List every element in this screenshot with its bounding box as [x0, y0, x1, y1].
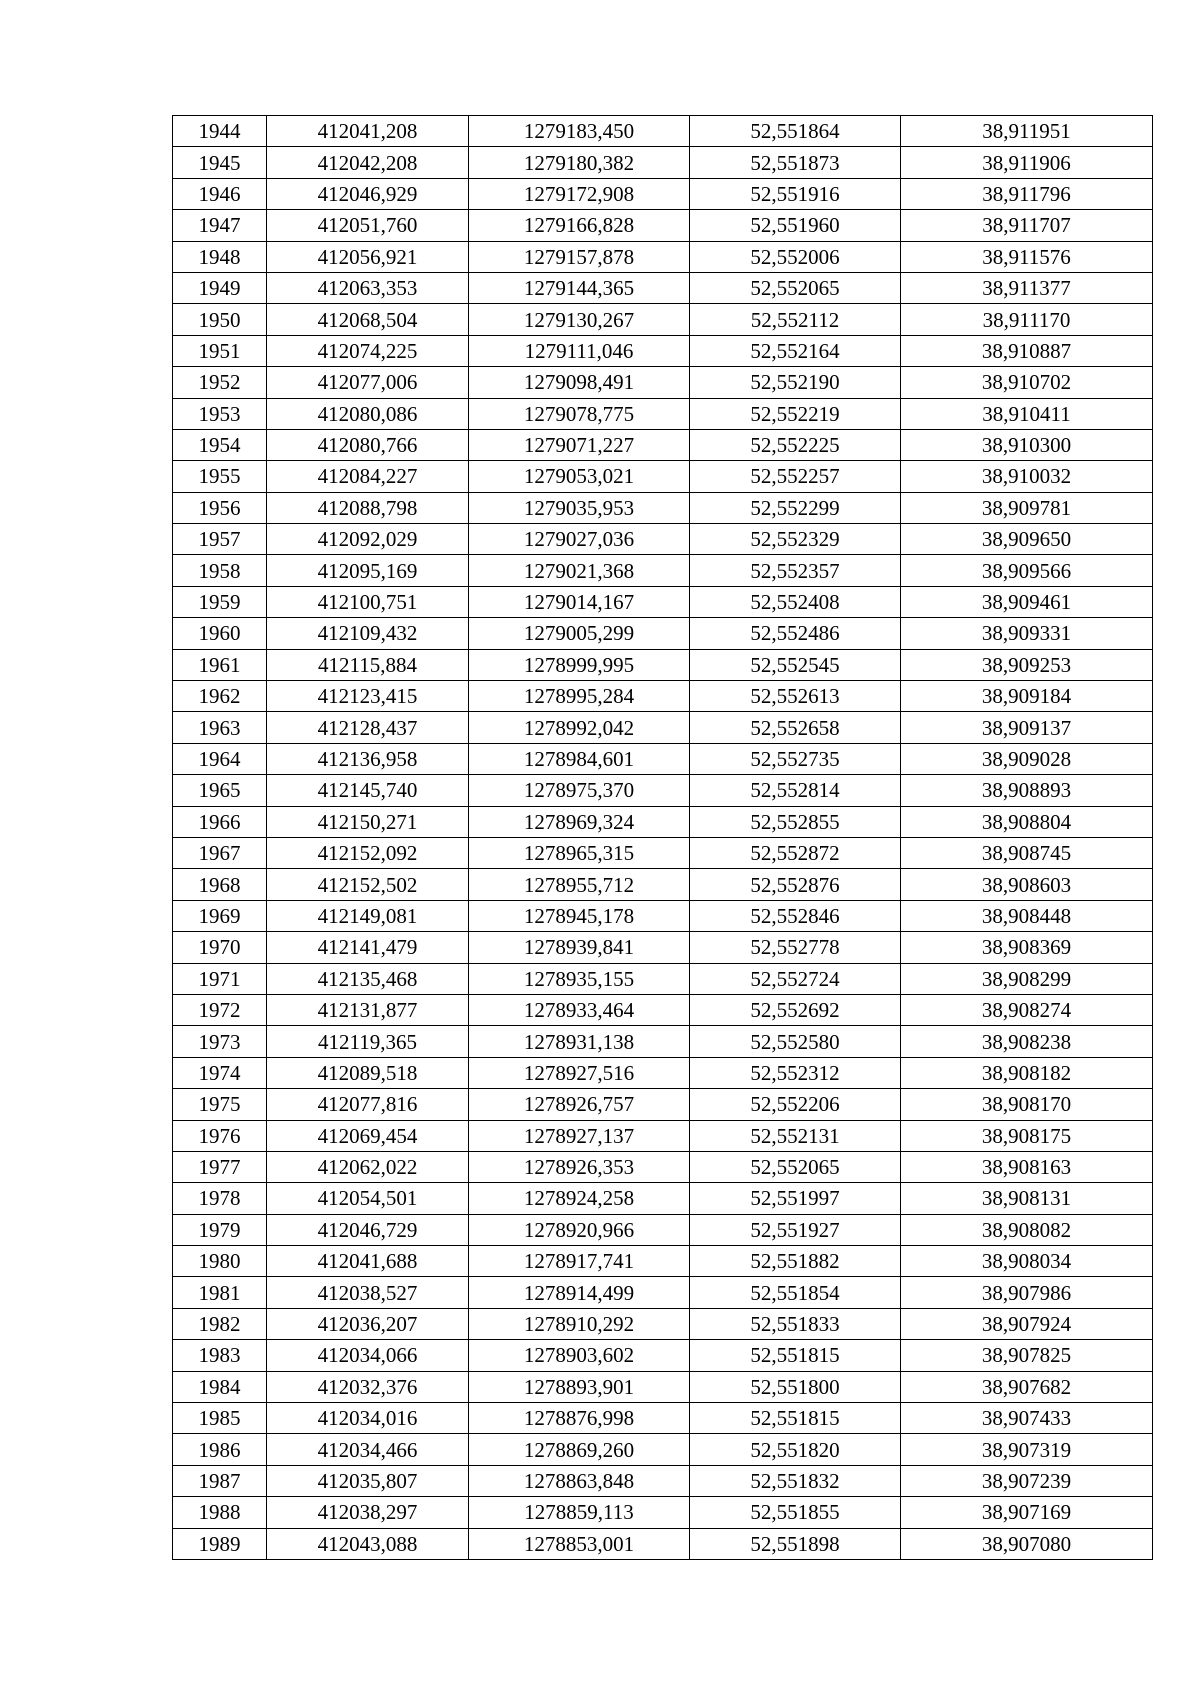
x-coordinate-cell: 412038,297 — [267, 1497, 469, 1528]
y-coordinate-cell: 1278935,155 — [469, 963, 690, 994]
latitude-cell: 52,552219 — [690, 398, 901, 429]
point-number-cell: 1975 — [173, 1089, 267, 1120]
latitude-cell: 52,552876 — [690, 869, 901, 900]
point-number-cell: 1948 — [173, 241, 267, 272]
longitude-cell: 38,907924 — [901, 1308, 1153, 1339]
x-coordinate-cell: 412109,432 — [267, 618, 469, 649]
longitude-cell: 38,908274 — [901, 994, 1153, 1025]
x-coordinate-cell: 412054,501 — [267, 1183, 469, 1214]
coordinates-table-body — [173, 116, 1153, 1560]
table-row — [173, 900, 1153, 931]
x-coordinate-cell: 412056,921 — [267, 241, 469, 272]
y-coordinate-cell: 1278920,966 — [469, 1214, 690, 1245]
latitude-cell: 52,552735 — [690, 743, 901, 774]
table-row — [173, 304, 1153, 335]
longitude-cell: 38,909650 — [901, 524, 1153, 555]
x-coordinate-cell: 412069,454 — [267, 1120, 469, 1151]
longitude-cell: 38,909253 — [901, 649, 1153, 680]
latitude-cell: 52,551960 — [690, 210, 901, 241]
longitude-cell: 38,909781 — [901, 492, 1153, 523]
table-row — [173, 1089, 1153, 1120]
y-coordinate-cell: 1278924,258 — [469, 1183, 690, 1214]
coordinates-table — [172, 115, 1153, 1560]
latitude-cell: 52,551927 — [690, 1214, 901, 1245]
point-number-cell: 1958 — [173, 555, 267, 586]
table-row — [173, 147, 1153, 178]
latitude-cell: 52,552312 — [690, 1057, 901, 1088]
x-coordinate-cell: 412141,479 — [267, 932, 469, 963]
latitude-cell: 52,552872 — [690, 837, 901, 868]
point-number-cell: 1978 — [173, 1183, 267, 1214]
latitude-cell: 52,552131 — [690, 1120, 901, 1151]
longitude-cell: 38,908170 — [901, 1089, 1153, 1120]
x-coordinate-cell: 412145,740 — [267, 775, 469, 806]
x-coordinate-cell: 412034,466 — [267, 1434, 469, 1465]
point-number-cell: 1945 — [173, 147, 267, 178]
y-coordinate-cell: 1278926,353 — [469, 1151, 690, 1182]
point-number-cell: 1964 — [173, 743, 267, 774]
x-coordinate-cell: 412035,807 — [267, 1465, 469, 1496]
point-number-cell: 1956 — [173, 492, 267, 523]
point-number-cell: 1963 — [173, 712, 267, 743]
x-coordinate-cell: 412080,766 — [267, 429, 469, 460]
x-coordinate-cell: 412042,208 — [267, 147, 469, 178]
latitude-cell: 52,552486 — [690, 618, 901, 649]
point-number-cell: 1955 — [173, 461, 267, 492]
longitude-cell: 38,911170 — [901, 304, 1153, 335]
latitude-cell: 52,552408 — [690, 586, 901, 617]
x-coordinate-cell: 412150,271 — [267, 806, 469, 837]
y-coordinate-cell: 1279053,021 — [469, 461, 690, 492]
longitude-cell: 38,910032 — [901, 461, 1153, 492]
table-row — [173, 1434, 1153, 1465]
point-number-cell: 1984 — [173, 1371, 267, 1402]
point-number-cell: 1973 — [173, 1026, 267, 1057]
longitude-cell: 38,910411 — [901, 398, 1153, 429]
latitude-cell: 52,552357 — [690, 555, 901, 586]
longitude-cell: 38,907319 — [901, 1434, 1153, 1465]
table-row — [173, 1026, 1153, 1057]
x-coordinate-cell: 412041,208 — [267, 116, 469, 147]
y-coordinate-cell: 1279027,036 — [469, 524, 690, 555]
table-row — [173, 806, 1153, 837]
table-row — [173, 335, 1153, 366]
x-coordinate-cell: 412084,227 — [267, 461, 469, 492]
table-row — [173, 210, 1153, 241]
latitude-cell: 52,552225 — [690, 429, 901, 460]
point-number-cell: 1947 — [173, 210, 267, 241]
y-coordinate-cell: 1278853,001 — [469, 1528, 690, 1559]
x-coordinate-cell: 412131,877 — [267, 994, 469, 1025]
y-coordinate-cell: 1278975,370 — [469, 775, 690, 806]
x-coordinate-cell: 412034,066 — [267, 1340, 469, 1371]
y-coordinate-cell: 1278893,901 — [469, 1371, 690, 1402]
longitude-cell: 38,911707 — [901, 210, 1153, 241]
point-number-cell: 1952 — [173, 367, 267, 398]
table-row — [173, 1057, 1153, 1088]
longitude-cell: 38,908369 — [901, 932, 1153, 963]
x-coordinate-cell: 412038,527 — [267, 1277, 469, 1308]
table-row — [173, 1151, 1153, 1182]
x-coordinate-cell: 412100,751 — [267, 586, 469, 617]
y-coordinate-cell: 1279172,908 — [469, 178, 690, 209]
y-coordinate-cell: 1279035,953 — [469, 492, 690, 523]
latitude-cell: 52,552164 — [690, 335, 901, 366]
x-coordinate-cell: 412051,760 — [267, 210, 469, 241]
table-row — [173, 116, 1153, 147]
longitude-cell: 38,908034 — [901, 1246, 1153, 1277]
y-coordinate-cell: 1278859,113 — [469, 1497, 690, 1528]
x-coordinate-cell: 412062,022 — [267, 1151, 469, 1182]
point-number-cell: 1944 — [173, 116, 267, 147]
longitude-cell: 38,908804 — [901, 806, 1153, 837]
table-row — [173, 1214, 1153, 1245]
point-number-cell: 1950 — [173, 304, 267, 335]
x-coordinate-cell: 412077,816 — [267, 1089, 469, 1120]
latitude-cell: 52,551864 — [690, 116, 901, 147]
point-number-cell: 1960 — [173, 618, 267, 649]
longitude-cell: 38,908299 — [901, 963, 1153, 994]
longitude-cell: 38,908603 — [901, 869, 1153, 900]
x-coordinate-cell: 412089,518 — [267, 1057, 469, 1088]
longitude-cell: 38,911906 — [901, 147, 1153, 178]
y-coordinate-cell: 1278965,315 — [469, 837, 690, 868]
y-coordinate-cell: 1279071,227 — [469, 429, 690, 460]
latitude-cell: 52,551854 — [690, 1277, 901, 1308]
longitude-cell: 38,908131 — [901, 1183, 1153, 1214]
table-row — [173, 461, 1153, 492]
table-row — [173, 1371, 1153, 1402]
y-coordinate-cell: 1279021,368 — [469, 555, 690, 586]
latitude-cell: 52,552846 — [690, 900, 901, 931]
x-coordinate-cell: 412088,798 — [267, 492, 469, 523]
y-coordinate-cell: 1278999,995 — [469, 649, 690, 680]
longitude-cell: 38,908448 — [901, 900, 1153, 931]
point-number-cell: 1988 — [173, 1497, 267, 1528]
point-number-cell: 1972 — [173, 994, 267, 1025]
latitude-cell: 52,552112 — [690, 304, 901, 335]
y-coordinate-cell: 1279111,046 — [469, 335, 690, 366]
table-row — [173, 1120, 1153, 1151]
table-row — [173, 1246, 1153, 1277]
latitude-cell: 52,552329 — [690, 524, 901, 555]
x-coordinate-cell: 412077,006 — [267, 367, 469, 398]
latitude-cell: 52,552814 — [690, 775, 901, 806]
point-number-cell: 1979 — [173, 1214, 267, 1245]
point-number-cell: 1951 — [173, 335, 267, 366]
latitude-cell: 52,551855 — [690, 1497, 901, 1528]
table-row — [173, 524, 1153, 555]
x-coordinate-cell: 412128,437 — [267, 712, 469, 743]
latitude-cell: 52,552006 — [690, 241, 901, 272]
point-number-cell: 1971 — [173, 963, 267, 994]
table-row — [173, 272, 1153, 303]
longitude-cell: 38,907169 — [901, 1497, 1153, 1528]
longitude-cell: 38,907239 — [901, 1465, 1153, 1496]
point-number-cell: 1970 — [173, 932, 267, 963]
latitude-cell: 52,552206 — [690, 1089, 901, 1120]
y-coordinate-cell: 1278955,712 — [469, 869, 690, 900]
latitude-cell: 52,552613 — [690, 681, 901, 712]
table-row — [173, 1340, 1153, 1371]
point-number-cell: 1976 — [173, 1120, 267, 1151]
y-coordinate-cell: 1278931,138 — [469, 1026, 690, 1057]
longitude-cell: 38,908238 — [901, 1026, 1153, 1057]
longitude-cell: 38,908175 — [901, 1120, 1153, 1151]
table-row — [173, 1528, 1153, 1559]
latitude-cell: 52,552299 — [690, 492, 901, 523]
latitude-cell: 52,552580 — [690, 1026, 901, 1057]
y-coordinate-cell: 1279144,365 — [469, 272, 690, 303]
point-number-cell: 1946 — [173, 178, 267, 209]
latitude-cell: 52,552065 — [690, 1151, 901, 1182]
y-coordinate-cell: 1279098,491 — [469, 367, 690, 398]
table-row — [173, 1497, 1153, 1528]
longitude-cell: 38,908082 — [901, 1214, 1153, 1245]
y-coordinate-cell: 1278927,516 — [469, 1057, 690, 1088]
point-number-cell: 1969 — [173, 900, 267, 931]
x-coordinate-cell: 412119,365 — [267, 1026, 469, 1057]
y-coordinate-cell: 1278917,741 — [469, 1246, 690, 1277]
table-row — [173, 1183, 1153, 1214]
y-coordinate-cell: 1278927,137 — [469, 1120, 690, 1151]
table-row — [173, 963, 1153, 994]
table-row — [173, 649, 1153, 680]
longitude-cell: 38,908745 — [901, 837, 1153, 868]
latitude-cell: 52,552658 — [690, 712, 901, 743]
latitude-cell: 52,551997 — [690, 1183, 901, 1214]
latitude-cell: 52,551898 — [690, 1528, 901, 1559]
y-coordinate-cell: 1278869,260 — [469, 1434, 690, 1465]
table-row — [173, 775, 1153, 806]
y-coordinate-cell: 1279005,299 — [469, 618, 690, 649]
longitude-cell: 38,907682 — [901, 1371, 1153, 1402]
point-number-cell: 1959 — [173, 586, 267, 617]
table-row — [173, 743, 1153, 774]
x-coordinate-cell: 412152,502 — [267, 869, 469, 900]
longitude-cell: 38,909028 — [901, 743, 1153, 774]
x-coordinate-cell: 412092,029 — [267, 524, 469, 555]
y-coordinate-cell: 1279014,167 — [469, 586, 690, 617]
latitude-cell: 52,552855 — [690, 806, 901, 837]
y-coordinate-cell: 1278992,042 — [469, 712, 690, 743]
x-coordinate-cell: 412136,958 — [267, 743, 469, 774]
point-number-cell: 1974 — [173, 1057, 267, 1088]
latitude-cell: 52,551832 — [690, 1465, 901, 1496]
table-row — [173, 1403, 1153, 1434]
latitude-cell: 52,552778 — [690, 932, 901, 963]
table-row — [173, 1465, 1153, 1496]
table-row — [173, 586, 1153, 617]
point-number-cell: 1966 — [173, 806, 267, 837]
table-row — [173, 869, 1153, 900]
table-row — [173, 241, 1153, 272]
x-coordinate-cell: 412063,353 — [267, 272, 469, 303]
table-row — [173, 712, 1153, 743]
longitude-cell: 38,909137 — [901, 712, 1153, 743]
point-number-cell: 1957 — [173, 524, 267, 555]
table-row — [173, 398, 1153, 429]
longitude-cell: 38,909331 — [901, 618, 1153, 649]
longitude-cell: 38,908163 — [901, 1151, 1153, 1182]
point-number-cell: 1968 — [173, 869, 267, 900]
latitude-cell: 52,552724 — [690, 963, 901, 994]
x-coordinate-cell: 412032,376 — [267, 1371, 469, 1402]
y-coordinate-cell: 1279130,267 — [469, 304, 690, 335]
table-row — [173, 429, 1153, 460]
latitude-cell: 52,551815 — [690, 1403, 901, 1434]
y-coordinate-cell: 1278969,324 — [469, 806, 690, 837]
table-row — [173, 681, 1153, 712]
longitude-cell: 38,908182 — [901, 1057, 1153, 1088]
point-number-cell: 1986 — [173, 1434, 267, 1465]
x-coordinate-cell: 412152,092 — [267, 837, 469, 868]
y-coordinate-cell: 1278876,998 — [469, 1403, 690, 1434]
latitude-cell: 52,552257 — [690, 461, 901, 492]
latitude-cell: 52,552065 — [690, 272, 901, 303]
longitude-cell: 38,910702 — [901, 367, 1153, 398]
table-row — [173, 618, 1153, 649]
y-coordinate-cell: 1278910,292 — [469, 1308, 690, 1339]
y-coordinate-cell: 1279183,450 — [469, 116, 690, 147]
point-number-cell: 1954 — [173, 429, 267, 460]
latitude-cell: 52,552692 — [690, 994, 901, 1025]
table-row — [173, 1277, 1153, 1308]
table-row — [173, 994, 1153, 1025]
point-number-cell: 1977 — [173, 1151, 267, 1182]
table-row — [173, 367, 1153, 398]
table-row — [173, 555, 1153, 586]
point-number-cell: 1982 — [173, 1308, 267, 1339]
latitude-cell: 52,551916 — [690, 178, 901, 209]
longitude-cell: 38,911951 — [901, 116, 1153, 147]
y-coordinate-cell: 1278933,464 — [469, 994, 690, 1025]
latitude-cell: 52,551820 — [690, 1434, 901, 1465]
longitude-cell: 38,911796 — [901, 178, 1153, 209]
longitude-cell: 38,909461 — [901, 586, 1153, 617]
y-coordinate-cell: 1279157,878 — [469, 241, 690, 272]
longitude-cell: 38,910887 — [901, 335, 1153, 366]
point-number-cell: 1985 — [173, 1403, 267, 1434]
longitude-cell: 38,907080 — [901, 1528, 1153, 1559]
table-row — [173, 932, 1153, 963]
y-coordinate-cell: 1278914,499 — [469, 1277, 690, 1308]
longitude-cell: 38,907433 — [901, 1403, 1153, 1434]
latitude-cell: 52,551815 — [690, 1340, 901, 1371]
latitude-cell: 52,552545 — [690, 649, 901, 680]
x-coordinate-cell: 412034,016 — [267, 1403, 469, 1434]
x-coordinate-cell: 412046,929 — [267, 178, 469, 209]
longitude-cell: 38,907825 — [901, 1340, 1153, 1371]
x-coordinate-cell: 412123,415 — [267, 681, 469, 712]
point-number-cell: 1953 — [173, 398, 267, 429]
longitude-cell: 38,909184 — [901, 681, 1153, 712]
x-coordinate-cell: 412095,169 — [267, 555, 469, 586]
point-number-cell: 1981 — [173, 1277, 267, 1308]
latitude-cell: 52,551882 — [690, 1246, 901, 1277]
y-coordinate-cell: 1278926,757 — [469, 1089, 690, 1120]
x-coordinate-cell: 412135,468 — [267, 963, 469, 994]
point-number-cell: 1987 — [173, 1465, 267, 1496]
longitude-cell: 38,911377 — [901, 272, 1153, 303]
latitude-cell: 52,552190 — [690, 367, 901, 398]
longitude-cell: 38,909566 — [901, 555, 1153, 586]
y-coordinate-cell: 1278939,841 — [469, 932, 690, 963]
point-number-cell: 1980 — [173, 1246, 267, 1277]
point-number-cell: 1962 — [173, 681, 267, 712]
y-coordinate-cell: 1278945,178 — [469, 900, 690, 931]
x-coordinate-cell: 412149,081 — [267, 900, 469, 931]
table-row — [173, 837, 1153, 868]
point-number-cell: 1949 — [173, 272, 267, 303]
y-coordinate-cell: 1279078,775 — [469, 398, 690, 429]
y-coordinate-cell: 1278863,848 — [469, 1465, 690, 1496]
longitude-cell: 38,910300 — [901, 429, 1153, 460]
longitude-cell: 38,908893 — [901, 775, 1153, 806]
point-number-cell: 1961 — [173, 649, 267, 680]
table-row — [173, 1308, 1153, 1339]
y-coordinate-cell: 1278995,284 — [469, 681, 690, 712]
x-coordinate-cell: 412115,884 — [267, 649, 469, 680]
point-number-cell: 1989 — [173, 1528, 267, 1559]
x-coordinate-cell: 412074,225 — [267, 335, 469, 366]
x-coordinate-cell: 412068,504 — [267, 304, 469, 335]
x-coordinate-cell: 412036,207 — [267, 1308, 469, 1339]
table-row — [173, 178, 1153, 209]
point-number-cell: 1967 — [173, 837, 267, 868]
x-coordinate-cell: 412043,088 — [267, 1528, 469, 1559]
x-coordinate-cell: 412041,688 — [267, 1246, 469, 1277]
y-coordinate-cell: 1279166,828 — [469, 210, 690, 241]
latitude-cell: 52,551873 — [690, 147, 901, 178]
x-coordinate-cell: 412080,086 — [267, 398, 469, 429]
latitude-cell: 52,551800 — [690, 1371, 901, 1402]
longitude-cell: 38,911576 — [901, 241, 1153, 272]
y-coordinate-cell: 1278903,602 — [469, 1340, 690, 1371]
x-coordinate-cell: 412046,729 — [267, 1214, 469, 1245]
point-number-cell: 1965 — [173, 775, 267, 806]
y-coordinate-cell: 1279180,382 — [469, 147, 690, 178]
longitude-cell: 38,907986 — [901, 1277, 1153, 1308]
y-coordinate-cell: 1278984,601 — [469, 743, 690, 774]
table-row — [173, 492, 1153, 523]
point-number-cell: 1983 — [173, 1340, 267, 1371]
latitude-cell: 52,551833 — [690, 1308, 901, 1339]
